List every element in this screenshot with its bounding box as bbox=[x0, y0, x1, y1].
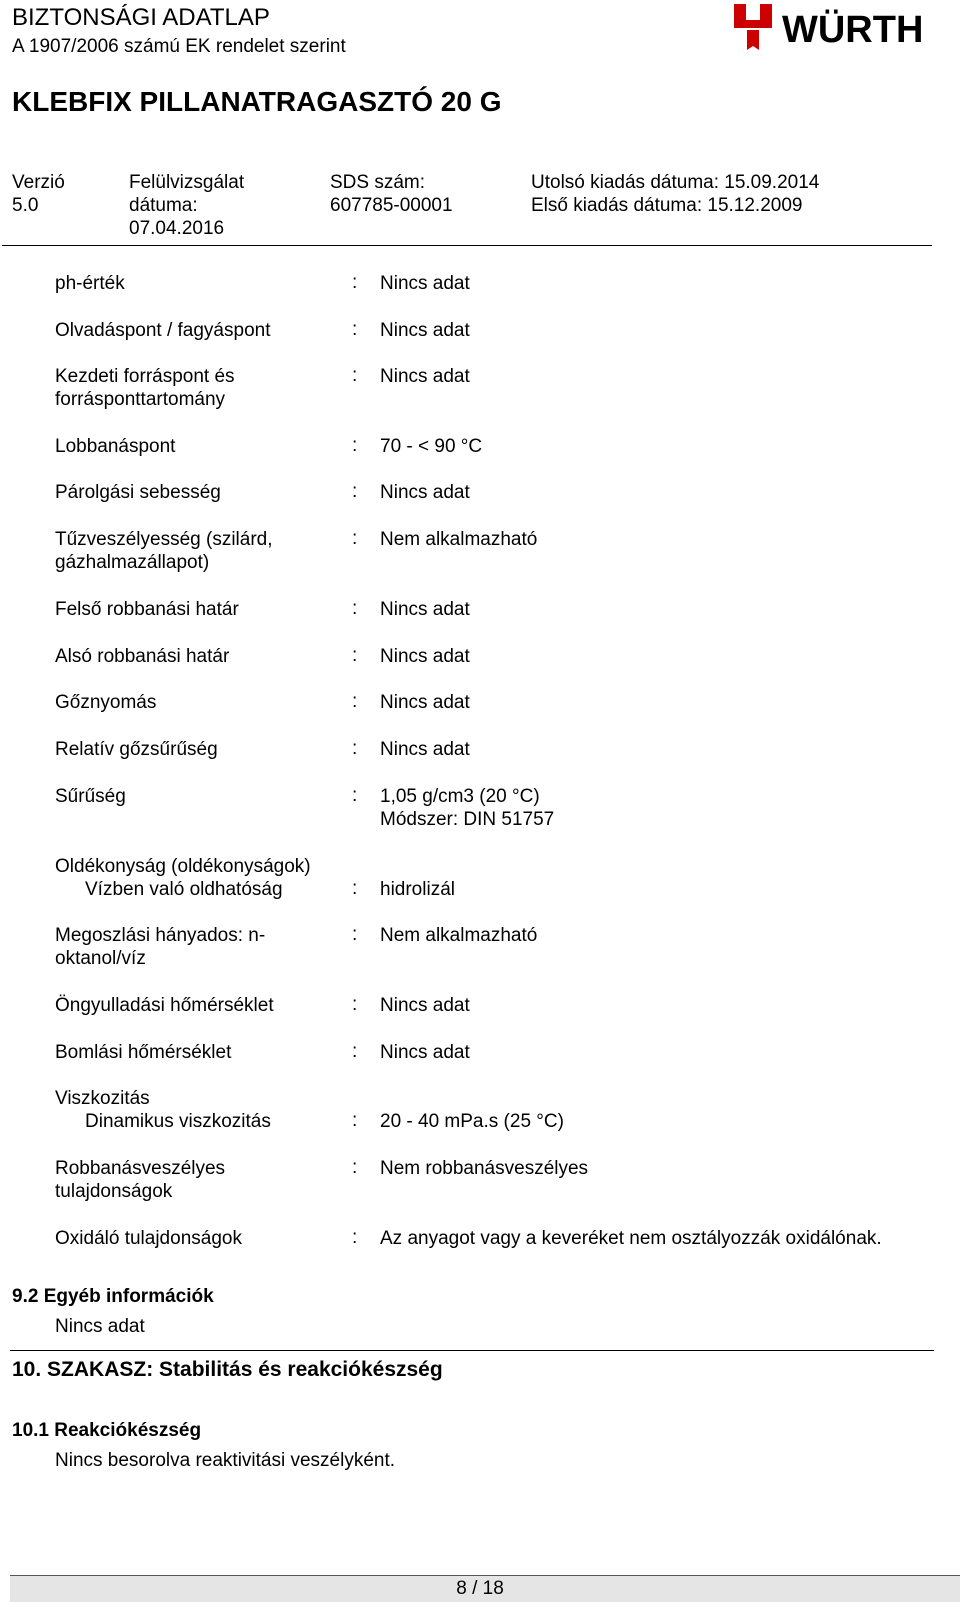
upper-label: Felső robbanási határ bbox=[55, 599, 239, 620]
boiling-value: Nincs adat bbox=[380, 366, 470, 387]
lower-label: Alsó robbanási határ bbox=[55, 646, 230, 667]
oxidizing-colon: : bbox=[352, 1227, 358, 1248]
explosive-colon: : bbox=[352, 1157, 358, 1178]
partition-value: Nem alkalmazható bbox=[380, 925, 538, 946]
explosive-value: Nem robbanásveszélyes bbox=[380, 1158, 589, 1179]
last-issue-date: Utolsó kiadás dátuma: 15.09.2014 bbox=[531, 172, 820, 193]
version-value: 5.0 bbox=[12, 195, 39, 216]
boiling-label: Kezdeti forráspont és bbox=[55, 366, 235, 387]
melting-colon: : bbox=[352, 319, 358, 340]
decomp-value: Nincs adat bbox=[380, 1042, 470, 1063]
viscosity-value: 20 - 40 mPa.s (25 °C) bbox=[380, 1111, 564, 1132]
header-divider bbox=[2, 245, 932, 246]
section-10-1-title: 10.1 Reakciókészség bbox=[12, 1420, 202, 1441]
ph-colon: : bbox=[352, 272, 358, 293]
evap-label: Párolgási sebesség bbox=[55, 482, 221, 503]
flash-label: Lobbanáspont bbox=[55, 436, 176, 457]
oxidizing-label: Oxidáló tulajdonságok bbox=[55, 1228, 242, 1249]
version-label: Verzió bbox=[12, 172, 65, 193]
partition-colon: : bbox=[352, 924, 358, 945]
ph-value: Nincs adat bbox=[380, 273, 470, 294]
review-label: Felülvizsgálat bbox=[129, 172, 245, 193]
flamm-colon: : bbox=[352, 528, 358, 549]
melting-label: Olvadáspont / fagyáspont bbox=[55, 320, 271, 341]
sds-label: SDS szám: bbox=[330, 172, 426, 193]
boiling-colon: : bbox=[352, 365, 358, 386]
vapor-label: Gőznyomás bbox=[55, 692, 157, 713]
upper-colon: : bbox=[352, 598, 358, 619]
page-number: 8 / 18 bbox=[456, 1578, 504, 1599]
section-10-title: 10. SZAKASZ: Stabilitás és reakciókészség bbox=[12, 1358, 443, 1381]
ph-label: ph-érték bbox=[55, 273, 125, 294]
lower-value: Nincs adat bbox=[380, 646, 470, 667]
viscosity-label: Viszkozitás bbox=[55, 1088, 150, 1109]
autoign-label: Öngyulladási hőmérséklet bbox=[55, 995, 274, 1016]
review-date: 07.04.2016 bbox=[129, 218, 225, 239]
water-solubility-label: Vízben való oldhatóság bbox=[85, 879, 283, 900]
vapor-colon: : bbox=[352, 691, 358, 712]
first-issue-date: Első kiadás dátuma: 15.12.2009 bbox=[531, 195, 803, 216]
lower-colon: : bbox=[352, 645, 358, 666]
rel-vapor-colon: : bbox=[352, 738, 358, 759]
rel-vapor-label: Relatív gőzsűrűség bbox=[55, 739, 218, 760]
section-10-divider bbox=[10, 1350, 934, 1351]
partition-label: Megoszlási hányados: n- bbox=[55, 925, 266, 946]
explosive-label: Robbanásveszélyes bbox=[55, 1158, 226, 1179]
svg-text:WÜRTH: WÜRTH bbox=[782, 9, 924, 51]
vapor-value: Nincs adat bbox=[380, 692, 470, 713]
product-name: KLEBFIX PILLANATRAGASZTÓ 20 G bbox=[12, 86, 502, 117]
autoign-value: Nincs adat bbox=[380, 995, 470, 1016]
density-value: 1,05 g/cm3 (20 °C) bbox=[380, 786, 540, 807]
wurth-logo bbox=[732, 2, 954, 52]
solubility-label: Oldékonyság (oldékonyságok) bbox=[55, 856, 311, 877]
density-colon: : bbox=[352, 785, 358, 806]
solubility-value: hidrolizál bbox=[380, 879, 455, 900]
density-label: Sűrűség bbox=[55, 786, 126, 807]
autoign-colon: : bbox=[352, 994, 358, 1015]
viscosity-colon: : bbox=[352, 1110, 358, 1131]
oxidizing-value: Az anyagot vagy a keveréket nem osztályozzák oxidálónak. bbox=[380, 1228, 882, 1249]
solubility-colon: : bbox=[352, 878, 358, 899]
flamm-value: Nem alkalmazható bbox=[380, 529, 538, 550]
flash-value: 70 - < 90 °C bbox=[380, 436, 483, 457]
flamm-label: Tűzveszélyesség (szilárd, bbox=[55, 529, 273, 550]
upper-value: Nincs adat bbox=[380, 599, 470, 620]
section-10-1-text: Nincs besorolva reaktivitási veszélyként. bbox=[55, 1450, 396, 1471]
flamm-label-2: gázhalmazállapot) bbox=[55, 552, 210, 573]
explosive-label-2: tulajdonságok bbox=[55, 1181, 173, 1202]
section-9-2-text: Nincs adat bbox=[55, 1316, 145, 1337]
regulation-text: A 1907/2006 számú EK rendelet szerint bbox=[12, 36, 346, 57]
section-9-2-title: 9.2 Egyéb információk bbox=[12, 1286, 214, 1307]
document-title: BIZTONSÁGI ADATLAP bbox=[12, 4, 270, 31]
melting-value: Nincs adat bbox=[380, 320, 470, 341]
rel-vapor-value: Nincs adat bbox=[380, 739, 470, 760]
flash-colon: : bbox=[352, 435, 358, 456]
evap-colon: : bbox=[352, 481, 358, 502]
decomp-label: Bomlási hőmérséklet bbox=[55, 1042, 232, 1063]
boiling-label-2: forrásponttartomány bbox=[55, 389, 226, 410]
evap-value: Nincs adat bbox=[380, 482, 470, 503]
review-label-2: dátuma: bbox=[129, 195, 198, 216]
decomp-colon: : bbox=[352, 1041, 358, 1062]
sds-number: 607785-00001 bbox=[330, 195, 453, 216]
dyn-viscosity-label: Dinamikus viszkozitás bbox=[85, 1111, 271, 1132]
partition-label-2: oktanol/víz bbox=[55, 948, 146, 969]
density-method: Módszer: DIN 51757 bbox=[380, 809, 555, 830]
